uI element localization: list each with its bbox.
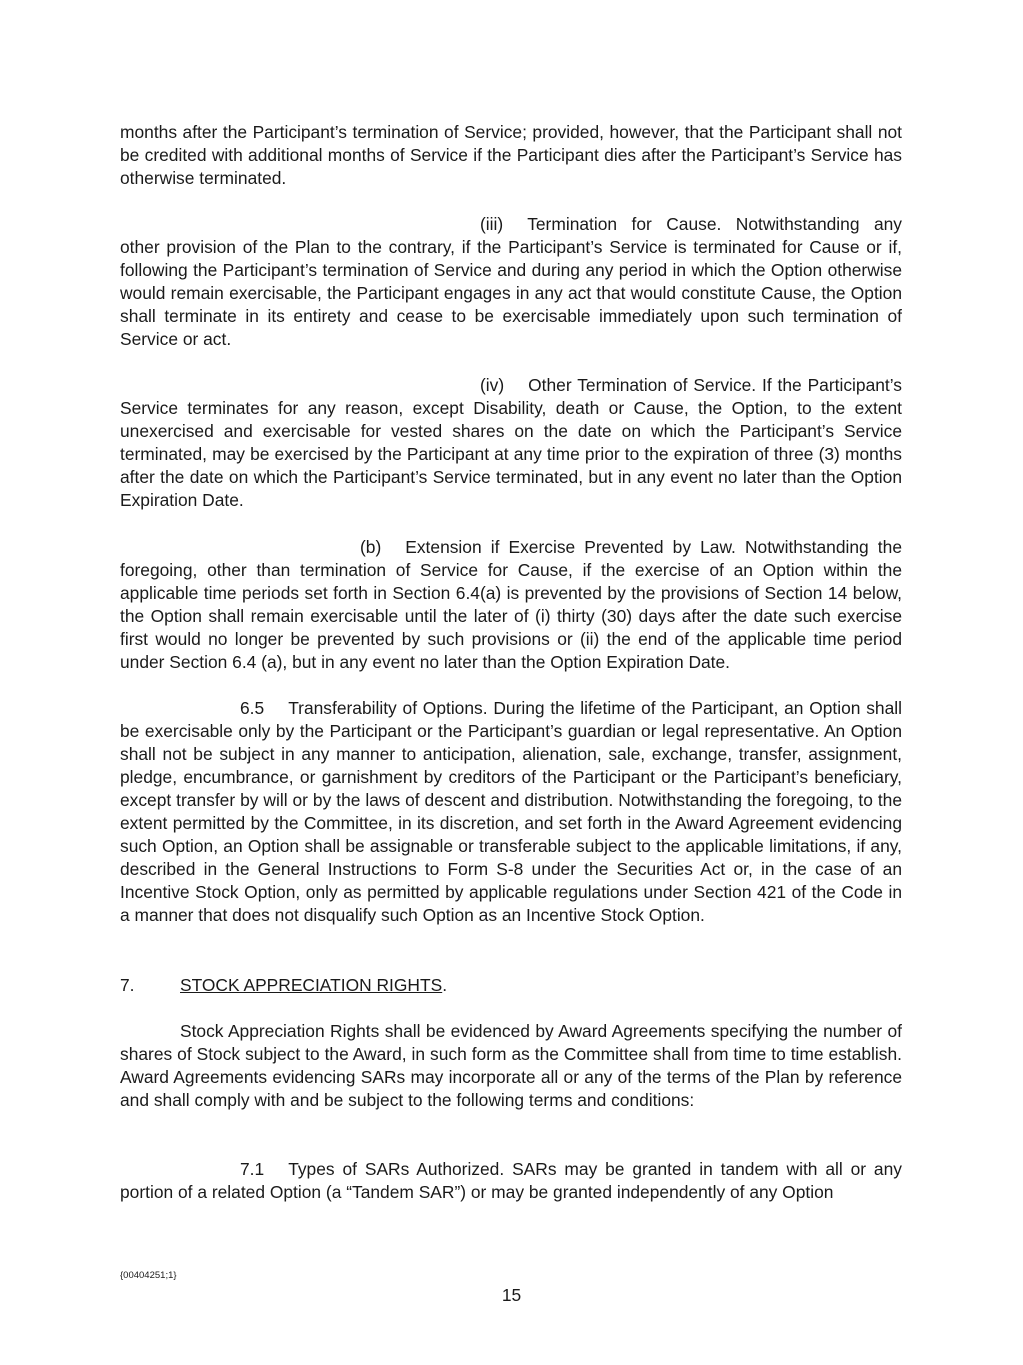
paragraph-text: If the Participant’s Service terminates for any reason, except Disability, death or Cause, the Option, to the extent unexercised and exercisable for vested shares on the date on which the Participant’s Service terminated, may be exercised by the Participant at any time prior to the expiration of three (3) months after the date on which the Participant’s Service terminated, but in any event no later than the Option Expiration Date. (120, 375, 902, 510)
paragraph-6-5-transferability (120, 697, 902, 927)
section-title: Transferability of Options. (288, 698, 488, 718)
paragraph-text: SARs may be granted in tandem with all or any portion of a related Option (a “Tandem SAR”) or may be granted independently of any Option (120, 1159, 902, 1202)
clause-title: Other Termination of Service. (528, 375, 757, 395)
clause-number: (iv) (480, 375, 505, 395)
section-number: 7. (120, 975, 135, 995)
footer-document-id: {00404251;1} (120, 1270, 177, 1281)
paragraph-iv-other-termination (120, 374, 902, 512)
paragraph-text: Notwithstanding any other provision of the Plan to the contrary, if the Participant’s Service is terminated for Cause or if, following the Participant’s termination of Service and during any period in which the Option otherwise would remain exercisable, the Participant engages in any act that would constitute Cause, the Option shall terminate in its entirety and cease to be exercisable immediately upon such termination of Service or act. (120, 214, 902, 349)
section-title-period: . (442, 975, 448, 995)
section-title: STOCK APPRECIATION RIGHTS (180, 975, 443, 995)
clause-number: (iii) (480, 214, 504, 234)
paragraph-iii-termination-for-cause (120, 213, 902, 351)
paragraph-sar-intro (120, 1020, 902, 1112)
paragraph-b-extension (120, 536, 902, 674)
section-title: Types of SARs Authorized. (288, 1159, 505, 1179)
clause-title: Extension if Exercise Prevented by Law. (405, 537, 736, 557)
section-number: 7.1 (240, 1159, 265, 1179)
clause-number: (b) (360, 537, 382, 557)
paragraph-text: Stock Appreciation Rights shall be evidenced by Award Agreements specifying the number of shares of Stock subject to the Award, in such form as the Committee shall from time to time establish. Award Agreements evidencing SARs may incorporate all or any of the terms of the Plan by reference and shall comply with and be subject to the following terms and conditions: (120, 1021, 902, 1110)
section-number: 6.5 (240, 698, 265, 718)
paragraph-continuation (120, 121, 902, 190)
paragraph-text: months after the Participant’s termination of Service; provided, however, that the Participant shall not be credited with additional months of Service if the Participant dies after the Participant’s Service has otherwise terminated. (120, 122, 902, 188)
page-number: 15 (501, 1285, 522, 1305)
paragraph-text: During the lifetime of the Participant, an Option shall be exercisable only by the Participant or the Participant’s guardian or legal representative. An Option shall not be subject in any manner to anticipation, alienation, sale, exchange, transfer, assignment, pledge, encumbrance, or garnishment by creditors of the Participant or the Participant’s beneficiary, except transfer by will or by the laws of descent and distribution. Notwithstanding the foregoing, to the extent permitted by the Committee, in its discretion, and set forth in the Award Agreement evidencing such Option, an Option shall be assignable or transferable subject to the applicable limitations, if any, described in the General Instructions to Form S-8 under the Securities Act or, in the case of an Incentive Stock Option, only as permitted by applicable regulations under Section 421 of the Code in a manner that does not disqualify such Option as an Incentive Stock Option. (120, 698, 902, 925)
paragraph-text: Notwithstanding the foregoing, other than termination of Service for Cause, if the exercise of an Option within the applicable time periods set forth in Section 6.4(a) is prevented by the provisions of Section 14 below, the Option shall remain exercisable until the later of (i) thirty (30) days after the date such exercise first would no longer be prevented by such provisions or (ii) the end of the applicable time period under Section 6.4 (a), but in any event no later than the Option Expiration Date. (120, 537, 902, 672)
clause-title: Termination for Cause. (527, 214, 722, 234)
section-7-heading (120, 974, 902, 997)
paragraph-7-1-types-of-sars (120, 1158, 902, 1204)
